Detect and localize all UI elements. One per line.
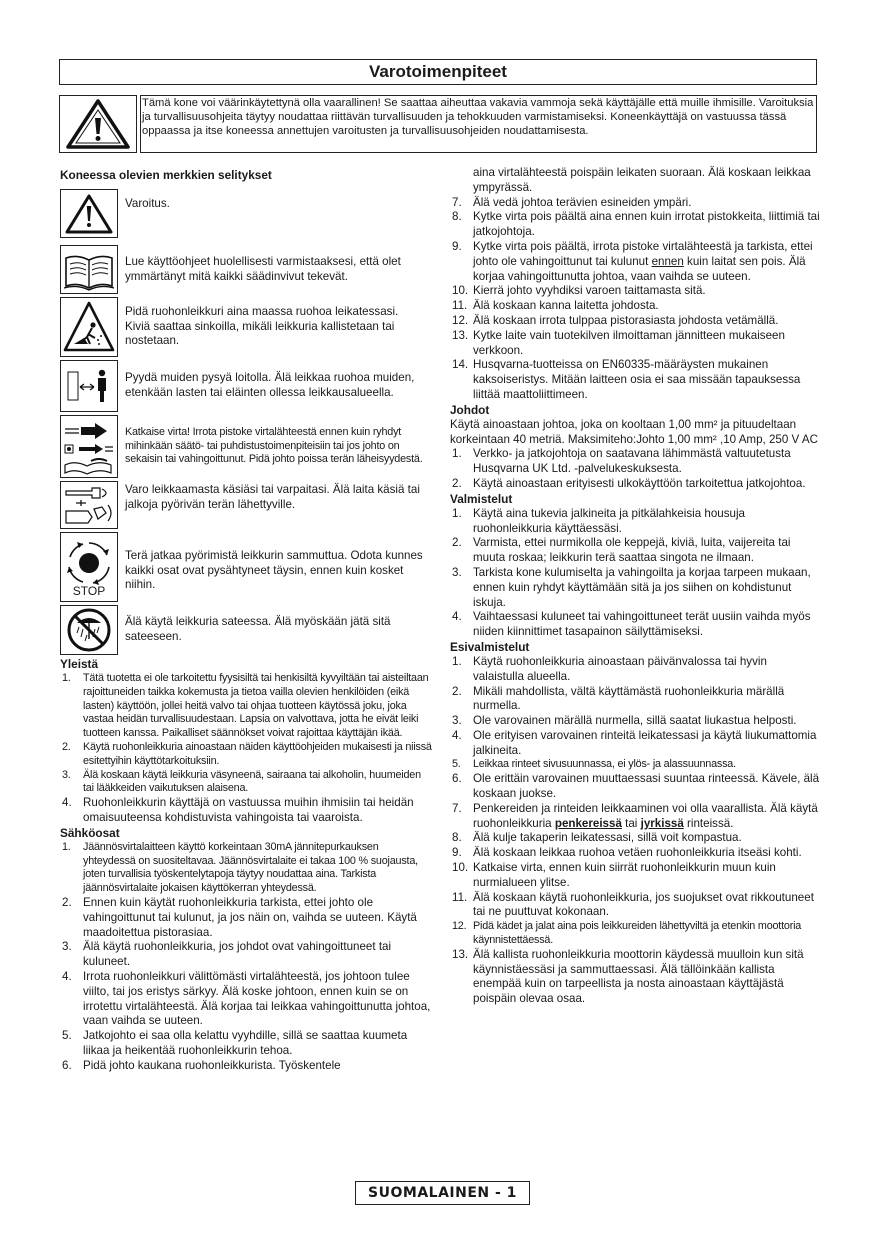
list-item bbox=[450, 284, 820, 299]
item-number: 9. bbox=[452, 239, 462, 253]
right-column bbox=[450, 166, 820, 1007]
list-item bbox=[60, 970, 432, 1029]
list-item bbox=[60, 1029, 432, 1059]
list-item bbox=[450, 196, 820, 211]
list-item bbox=[60, 1059, 432, 1074]
symbol-box bbox=[60, 297, 118, 357]
list-item bbox=[450, 920, 820, 948]
item-number: 4. bbox=[452, 610, 462, 624]
item-text: Kytke laite vain tuotekilven ilmoittaman jännitteen mukaiseen verkkoon. bbox=[473, 328, 785, 357]
symbol-box bbox=[60, 415, 118, 478]
item-text: Ole varovainen märällä nurmella, sillä saatat liukastua helposti. bbox=[473, 714, 797, 728]
item-number: 2. bbox=[452, 684, 462, 698]
list-item bbox=[450, 566, 820, 610]
list-item bbox=[450, 299, 820, 314]
item-number: 7. bbox=[452, 801, 462, 815]
item-number: 11. bbox=[452, 299, 468, 313]
manual-book-icon bbox=[62, 248, 116, 292]
list-item bbox=[450, 536, 820, 566]
symbol-row bbox=[60, 415, 432, 478]
list-item bbox=[450, 846, 820, 861]
list-item bbox=[450, 729, 820, 759]
list-item bbox=[60, 940, 432, 970]
item-number: 3. bbox=[452, 565, 462, 579]
page-title: Varotoimenpiteet bbox=[59, 59, 817, 85]
symbol-box bbox=[60, 360, 118, 412]
item-number: 1. bbox=[452, 654, 462, 668]
hands-feet-icon bbox=[62, 483, 116, 527]
page-footer: SUOMALAINEN - 1 bbox=[355, 1181, 530, 1205]
list-item bbox=[450, 610, 820, 640]
cables-heading: Johdot bbox=[450, 402, 490, 417]
list-item bbox=[450, 685, 820, 715]
clothing-list bbox=[450, 507, 820, 640]
item-text: Älä käytä ruohonleikkuria, jos johdot ovat vahingoittuneet tai kuluneet. bbox=[83, 940, 392, 969]
underlined-word: ennen bbox=[651, 254, 684, 268]
item-number: 4. bbox=[62, 796, 72, 810]
general-heading: Yleistä bbox=[60, 657, 99, 671]
item-text: Tätä tuotetta ei ole tarkoitettu fyysisiltä tai henkisiltä kyvyiltään tai aisteiltaan rajoittuneiden taikka kokemusta ja tietoa vailla olevien henkilöiden (eikä lasten) käyttöön, jollei heitä valvo tai ohjaa tuotteen käytössä joku, joka vastaa heidän turvallisuudestaan. Lapsia on valvottava, jotta he eivät leiki tuotteen kanssa. Paikalliset säännökset voivat rajoittaa käyttäjän ikää. bbox=[83, 672, 429, 740]
list-item bbox=[450, 358, 820, 402]
item-text: Tarkista kone kulumiselta ja vahingoilta ja korjaa tarpeen mukaan, ennen kuin ryhdyt käyttämään sitä ja jos siihen on kohdistunut iskuja. bbox=[473, 565, 811, 609]
list-item bbox=[60, 741, 432, 769]
cables-list bbox=[450, 447, 820, 491]
item-number: 13. bbox=[452, 328, 469, 342]
symbol-text: Katkaise virta! Irrota pistoke virtalähteestä ennen kuin ryhdyt mihinkään säätö- tai puhdistustoimenpiteisiin tai jos johto on sekaisin tai vahingoittunut. Pidä johto poissa terän läheisyydestä. bbox=[125, 425, 423, 466]
list-item bbox=[60, 896, 432, 940]
keep-distance-icon bbox=[62, 364, 116, 408]
item-text: Pidä kädet ja jalat aina pois leikkureiden lähettyviltä ja etenkin moottoria käynnistettäessä. bbox=[473, 920, 802, 947]
item-text: Käytä aina tukevia jalkineita ja pitkälahkeisia housuja ruohonleikkuria käyttäessäsi. bbox=[473, 506, 745, 535]
item-number: 6. bbox=[62, 1058, 72, 1072]
unplug-icon bbox=[61, 417, 117, 477]
item-text: Älä koskaan käytä leikkuria väsyneenä, sairaana tai alkoholin, huumeiden tai lääkkeiden vaikutuksen alaisena. bbox=[83, 768, 421, 795]
item-number: 12. bbox=[452, 920, 467, 933]
item-text-pre: Penkereiden ja rinteiden leikkaaminen voi olla vaarallista. Älä käytä ruohonleikkuria bbox=[473, 801, 818, 830]
symbol-row bbox=[60, 532, 432, 602]
item-text-post: rinteissä. bbox=[683, 816, 734, 830]
symbol-row bbox=[60, 189, 432, 238]
item-text: Jatkojohto ei saa olla kelattu vyyhdille, sillä se saattaa kuumeta liikaa ja heikentää ruohonleikkurin tehoa. bbox=[83, 1029, 408, 1057]
item-text: Käytä ruohonleikkuria ainoastaan näiden käyttöohjeiden mukaisesti ja niissä esitettyihin käyttötarkoituksiin. bbox=[83, 740, 432, 767]
general-list bbox=[60, 672, 432, 826]
clothing-heading: Valmistelut bbox=[450, 491, 513, 506]
list-item bbox=[450, 329, 820, 359]
item-text: Älä koskaan kanna laitetta johdosta. bbox=[473, 299, 659, 313]
bold-underlined-word: jyrkissä bbox=[640, 816, 684, 830]
item-text: Katkaise virta, ennen kuin siirrät ruohonleikkurin muun kuin nurmialueen ylitse. bbox=[473, 861, 776, 889]
item-text: Pidä johto kaukana ruohonleikkurista. Työskentele bbox=[83, 1058, 341, 1072]
symbol-box bbox=[60, 481, 118, 529]
list-item bbox=[450, 831, 820, 846]
item-number: 4. bbox=[452, 728, 462, 742]
item-number: 1. bbox=[452, 447, 462, 461]
symbol-row bbox=[60, 245, 432, 294]
item-text: Kierrä johto vyyhdiksi varoen taittamasta sitä. bbox=[473, 284, 706, 298]
preparation-list bbox=[450, 655, 820, 1007]
item-number: 3. bbox=[62, 940, 72, 954]
list-item bbox=[450, 655, 820, 685]
item-number: 2. bbox=[452, 536, 462, 550]
electrical-list bbox=[60, 841, 432, 1074]
symbol-row bbox=[60, 297, 432, 357]
symbol-text: Varo leikkaamasta käsiäsi tai varpaitasi. Älä laita käsiä tai jalkoja pyörivän terän lähettyville. bbox=[125, 483, 420, 511]
item-number: 4. bbox=[62, 969, 72, 983]
preparation-heading: Esivalmistelut bbox=[450, 639, 530, 654]
item-text: Käytä ainoastaan erityisesti ulkokäyttöön tarkoitettua jatkojohtoa. bbox=[473, 476, 806, 490]
symbol-row bbox=[60, 481, 432, 529]
item-text: Husqvarna-tuotteissa on EN60335-määräysten mukainen kaksoiseristys. Mitään laitteen osia ei saa missään tapauksessa liittää maattoliittimeen. bbox=[473, 358, 801, 401]
item-number: 8. bbox=[452, 831, 462, 845]
item-text: Kytke virta pois päältä aina ennen kuin irrotat pistokkeita, liittimiä tai jatkojohtoja. bbox=[473, 210, 820, 239]
item-number: 10. bbox=[452, 284, 469, 298]
item-number: 1. bbox=[452, 506, 462, 520]
list-item bbox=[60, 672, 432, 741]
list-item bbox=[60, 796, 432, 826]
symbols-heading: Koneessa olevien merkkien selitykset bbox=[60, 168, 272, 182]
item-number: 2. bbox=[62, 740, 71, 753]
item-number: 5. bbox=[62, 1029, 72, 1043]
item-text-mid: tai bbox=[621, 816, 641, 830]
warning-triangle-icon bbox=[64, 193, 114, 235]
list-item bbox=[450, 477, 820, 492]
symbol-box bbox=[60, 189, 118, 238]
item-number: 10. bbox=[452, 861, 469, 875]
item-number: 8. bbox=[452, 210, 462, 224]
item-number: 2. bbox=[452, 476, 462, 490]
warning-triangle-icon bbox=[65, 98, 131, 150]
item-text: Älä kallista ruohonleikkuria moottorin käydessä muulloin kun sitä käynnistäessäsi ja sammuttaessasi. Älä tällöinkään kallista enempää kuin on tarpeellista ja nosta ainoastaan käyttäjästä poispäin olevaa osaa. bbox=[473, 947, 804, 1006]
item-text: Vaihtaessasi kuluneet tai vahingoittuneet terät uusiin vaihda myös niiden kiinnittimet tasapainon säilyttämiseksi. bbox=[473, 610, 811, 639]
symbol-text: Terä jatkaa pyörimistä leikkurin sammuttua. Odota kunnes kaikki osat ovat pysähtyneet täysin, ennen kuin kosket niihin. bbox=[125, 548, 423, 592]
item-number: 3. bbox=[62, 768, 71, 781]
list-item bbox=[450, 948, 820, 1007]
list-item bbox=[450, 758, 820, 772]
item-text: Älä vedä johtoa terävien esineiden ympäri. bbox=[473, 195, 692, 209]
list-item bbox=[60, 841, 432, 896]
symbol-box bbox=[60, 532, 118, 602]
bold-underlined-word: penkereissä bbox=[554, 816, 622, 830]
item-number: 12. bbox=[452, 313, 469, 327]
list-item bbox=[450, 507, 820, 537]
list-item bbox=[450, 210, 820, 240]
item-text: Älä koskaan irrota tulppaa pistorasiasta johdosta vetämällä. bbox=[473, 313, 779, 327]
item-text: Verkko- ja jatkojohtoja on saatavana lähimmästä valtuutetusta Husqvarna UK Ltd. -palvelukeskuksesta. bbox=[473, 447, 791, 476]
symbol-row bbox=[60, 605, 432, 655]
list-item bbox=[450, 891, 820, 921]
left-column bbox=[60, 166, 432, 1074]
electrical-list-continued bbox=[450, 196, 820, 403]
item-number: 9. bbox=[452, 846, 462, 860]
item-text: Käytä ruohonleikkuria ainoastaan päivänvalossa tai hyvin valaistulla alueella. bbox=[473, 654, 767, 683]
item-text: Ruohonleikkurin käyttäjä on vastuussa muihin ihmisiin tai heidän omaisuuteensa kohdistuvista vahingoista tai vaaroista. bbox=[83, 796, 414, 824]
symbol-text: Lue käyttöohjeet huolellisesti varmistaaksesi, että olet ymmärtänyt mitä kaikki säädinvivut tekevät. bbox=[125, 254, 401, 283]
cables-paragraph: Käytä ainoastaan johtoa, joka on kooltaan 1,00 mm² ja pituudeltaan korkeintaan 40 metriä. Maksimiteho:Johto 1,00 mm² ,10 Amp, 250 V AC bbox=[450, 417, 818, 446]
item-text: Varmista, ettei nurmikolla ole keppejä, kiviä, luita, vaijereita tai muuta roskaa; leikkurin terä saattaa singota ne ilmaan. bbox=[473, 536, 791, 565]
item-number: 1. bbox=[62, 672, 71, 684]
item-text: Älä koskaan leikkaa ruohoa vetäen ruohonleikkuria itseäsi kohti. bbox=[473, 846, 802, 860]
item-text: Ole erittäin varovainen muuttaessasi suuntaa rinteessä. Kävele, älä koskaan juokse. bbox=[473, 772, 820, 801]
list-item bbox=[450, 314, 820, 329]
symbol-text: Pidä ruohonleikkuri aina maassa ruohoa leikatessasi. Kiviä saattaa sinkoilla, mikäli leikkuria kallistetaan tai nostetaan. bbox=[125, 304, 399, 348]
item-text: Mikäli mahdollista, vältä käyttämästä ruohonleikkuria märällä nurmella. bbox=[473, 684, 785, 713]
list-item bbox=[450, 861, 820, 891]
item-number: 5. bbox=[452, 758, 461, 771]
list-item bbox=[450, 772, 820, 802]
tilt-hazard-icon bbox=[62, 300, 116, 354]
item-text: Leikkaa rinteet sivusuunnassa, ei ylös- ja alassuunnassa. bbox=[473, 758, 736, 771]
list-item bbox=[450, 802, 820, 832]
intro-warning-text: Tämä kone voi väärinkäytettynä olla vaarallinen! Se saattaa aiheuttaa vakavia vammoja sekä käyttäjälle että muille ihmisille. Varoituksia ja turvallisuusohjeita täytyy noudattaa riittävän turvallisuuden ja tehokkuuden varmistamiseksi. Koneenkäyttäjä on vastuussa tässä oppaassa ja itse koneessa annettujen varoitusten ja turvallisuusohjeiden noudattamisesta. bbox=[140, 95, 817, 153]
intro-warning-box bbox=[59, 95, 137, 153]
symbol-text: Älä käytä leikkuria sateessa. Älä myöskään jätä sitä sateeseen. bbox=[125, 615, 391, 643]
list-item bbox=[450, 240, 820, 284]
item-number: 13. bbox=[452, 947, 469, 961]
item-text: Ennen kuin käytät ruohonleikkuria tarkista, ettei johto ole vahingoittunut tai kulunut, ja jos näin on, vaihda se uuteen. Käytä maadoitettua pistorasiaa. bbox=[83, 895, 417, 939]
symbol-text: Pyydä muiden pysyä loitolla. Älä leikkaa ruohoa muiden, etenkään lasten tai eläinten ollessa leikkausalueella. bbox=[125, 371, 415, 399]
electrical-heading: Sähköosat bbox=[60, 825, 120, 840]
item-number: 7. bbox=[452, 195, 462, 209]
item-number: 3. bbox=[452, 714, 462, 728]
item-number: 2. bbox=[62, 895, 72, 909]
symbol-row bbox=[60, 360, 432, 412]
item-text: Ole erityisen varovainen rinteitä leikatessasi ja käytä liukumattomia jalkineita. bbox=[473, 728, 817, 757]
symbol-box bbox=[60, 605, 118, 655]
item-text-pre: Kytke virta pois päältä, irrota pistoke virtalähteestä ja tarkista, ettei johto ole vahingoittunut tai kulunut bbox=[473, 239, 813, 268]
stop-blade-icon bbox=[63, 537, 115, 589]
item-text: Irrota ruohonleikkuri välittömästi virtalähteestä, jos johtoon tulee viilto, tai jos eristys särkyy. Älä koske johtoon, ennen kuin se on irrotettu virtalähteestä. Älä korjaa tai leikkaa vahingoittunutta johtoa, vaan vaihda se uuteen. bbox=[83, 969, 431, 1028]
item-text: Älä koskaan käytä ruohonleikkuria, jos suojukset ovat rikkoutuneet tai ne puuttuvat kokonaan. bbox=[473, 890, 814, 919]
list-item bbox=[450, 447, 820, 477]
item-text: Jäännösvirtalaitteen käyttö korkeintaan 30mA jännitepurkauksen yhteydessä on suositeltavaa. Jäännösvirtalaite ei takaa 100 % suojausta, joten turvallisia työskentelytapoja täytyy noudattaa aina. Tarkista jäännösvirtalaite jokaisen käyttökerran yhteydessä. bbox=[83, 840, 418, 895]
item-text: Älä kulje takaperin leikatessasi, sillä voit kompastua. bbox=[473, 831, 742, 845]
stop-label: STOP bbox=[72, 584, 106, 598]
list-continuation: aina virtalähteestä poispäin leikaten suoraan. Älä koskaan leikkaa ympyrässä. bbox=[473, 166, 811, 194]
item-number: 11. bbox=[452, 890, 468, 904]
symbol-box bbox=[60, 245, 118, 294]
item-number: 1. bbox=[62, 840, 71, 853]
item-number: 6. bbox=[452, 772, 462, 786]
symbol-text: Varoitus. bbox=[125, 197, 170, 211]
list-item bbox=[450, 714, 820, 729]
list-item bbox=[60, 769, 432, 797]
item-text-post: kuin laitat sen pois. Älä korjaa vahingoittunutta johtoa, vaan vaihda se uuteen. bbox=[473, 254, 806, 283]
no-rain-icon bbox=[65, 607, 113, 653]
item-number: 14. bbox=[452, 358, 469, 372]
